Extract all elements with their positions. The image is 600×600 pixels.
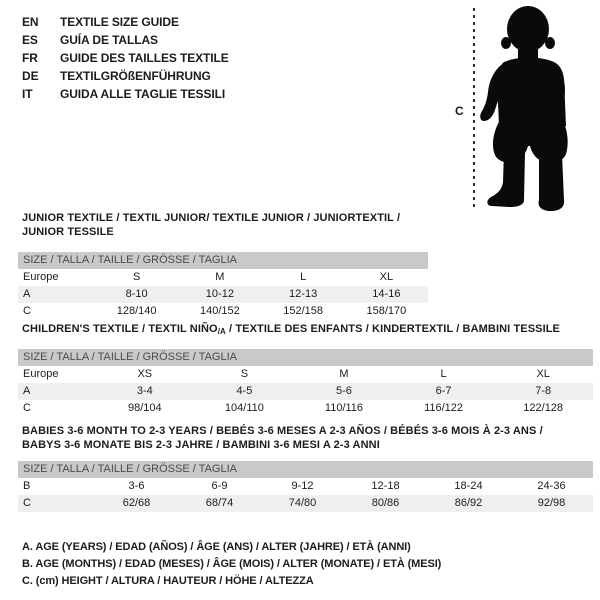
size-table: [18, 269, 428, 320]
language-row: [22, 49, 229, 67]
size-cell: L: [300, 271, 307, 283]
size-cell: 6-7: [435, 385, 452, 397]
size-cell: 80/86: [371, 497, 400, 509]
language-row: [22, 31, 229, 49]
row-label: A: [23, 288, 31, 300]
size-cell: 6-9: [211, 480, 228, 492]
size-cell: 128/140: [116, 305, 157, 317]
size-table: [18, 478, 593, 512]
size-cell: XL: [379, 271, 394, 283]
legend-notes: [22, 539, 441, 590]
size-header-bar: SIZE / TALLA / TAILLE / GRÖSSE / TAGLIA: [18, 461, 593, 478]
language-title: GUIDA ALLE TAGLIE TESSILI: [60, 87, 226, 101]
note-line: B. AGE (MONTHS) / EDAD (MESES) / ÂGE (MOIS) / ALTER (MONATE) / ETÀ (MESI): [22, 558, 442, 570]
size-cell: 12-18: [371, 480, 400, 492]
size-cell: 110/116: [324, 402, 364, 414]
language-title: TEXTILGRÖßENFÜHRUNG: [60, 69, 211, 83]
size-cell: L: [440, 368, 447, 380]
size-cell: 3-4: [136, 385, 153, 397]
table-row: [18, 286, 428, 303]
size-cell: 5-6: [336, 385, 352, 397]
table-row: [18, 269, 428, 286]
size-cell: XL: [536, 368, 550, 380]
language-title: TEXTILE SIZE GUIDE: [60, 15, 179, 29]
row-label: C: [23, 497, 31, 509]
size-cell: 92/98: [537, 497, 566, 509]
language-row: [22, 85, 229, 103]
language-code: EN: [22, 15, 39, 29]
size-cell: M: [215, 271, 225, 283]
row-label: C: [23, 402, 31, 414]
size-cell: S: [240, 368, 249, 380]
size-cell: 14-16: [372, 288, 401, 300]
size-cell: 158/170: [366, 305, 407, 317]
size-cell: 12-13: [289, 288, 318, 300]
size-cell: 68/74: [205, 497, 234, 509]
row-label: B: [23, 480, 31, 492]
language-code: FR: [22, 51, 38, 65]
size-cell: 74/80: [288, 497, 317, 509]
row-label: A: [23, 385, 31, 397]
toddler-silhouette-icon: [478, 4, 574, 212]
size-cell: 24-36: [537, 480, 566, 492]
size-table: [18, 366, 593, 417]
size-header-bar: SIZE / TALLA / TAILLE / GRÖSSE / TAGLIA: [18, 252, 428, 269]
childrens-textile-section: [18, 322, 593, 417]
size-cell: 98/104: [127, 402, 162, 414]
size-cell: 122/128: [523, 402, 564, 414]
section-title: CHILDREN'S TEXTILE / TEXTIL $NIÑO_{/A}$ / TEXTILE DES ENFANTS / KINDERTEXTIL / BAMBINI TESSILE: [22, 323, 560, 336]
language-code: ES: [22, 33, 38, 47]
size-cell: 7-8: [535, 385, 552, 397]
note-line: C. (cm) HEIGHT / ALTURA / HAUTEUR / HÖHE / ALTEZZA: [22, 575, 314, 587]
language-title: GUÍA DE TALLAS: [60, 33, 158, 47]
size-cell: 152/158: [283, 305, 323, 317]
size-cell: 86/92: [454, 497, 483, 509]
babies-textile-section: [18, 424, 593, 512]
language-row: [22, 67, 229, 85]
language-list: [22, 13, 229, 103]
row-label: Europe: [23, 271, 59, 283]
section-title: BABIES 3-6 MONTH TO 2-3 YEARS / BEBÉS 3-6 MESES A 2-3 AÑOS / BÉBÉS 3-6 MOIS À 2-3 ANS / BABYS 3-6 MONATE BIS 2-3 JAHRE / BAMBINI 3-6 MESI A 2-3 ANNI: [22, 425, 543, 451]
table-row: [18, 303, 428, 320]
junior-textile-section: [18, 211, 428, 320]
size-cell: 116/122: [424, 402, 464, 414]
size-cell: M: [339, 368, 349, 380]
table-row: [18, 383, 593, 400]
note-line: A. AGE (YEARS) / EDAD (AÑOS) / ÂGE (ANS) / ALTER (JAHRE) / ETÀ (ANNI): [22, 541, 411, 553]
section-title: JUNIOR TEXTILE / TEXTIL JUNIOR/ TEXTILE JUNIOR / JUNIORTEXTIL / JUNIOR TESSILE: [22, 212, 401, 238]
language-title: GUIDE DES TAILLES TEXTILE: [60, 51, 229, 65]
size-cell: 9-12: [291, 480, 314, 492]
height-measure-dotted-line: [473, 8, 475, 208]
row-label: Europe: [23, 368, 59, 380]
size-cell: 10-12: [205, 288, 234, 300]
language-row: [22, 13, 229, 31]
height-measure-label: C: [455, 104, 464, 118]
size-cell: 3-6: [128, 480, 145, 492]
table-row: [18, 366, 593, 383]
size-cell: 140/152: [199, 305, 240, 317]
size-cell: 8-10: [125, 288, 148, 300]
size-cell: 62/68: [122, 497, 151, 509]
size-cell: XS: [137, 368, 153, 380]
size-cell: 18-24: [454, 480, 483, 492]
table-row: [18, 400, 593, 417]
size-cell: 4-5: [236, 385, 253, 397]
row-label: C: [23, 305, 31, 317]
language-code: DE: [22, 69, 39, 83]
table-row: [18, 495, 593, 512]
language-code: IT: [22, 87, 33, 101]
table-row: [18, 478, 593, 495]
size-header-bar: SIZE / TALLA / TAILLE / GRÖSSE / TAGLIA: [18, 349, 593, 366]
size-cell: S: [132, 271, 141, 283]
size-cell: 104/110: [224, 402, 264, 414]
